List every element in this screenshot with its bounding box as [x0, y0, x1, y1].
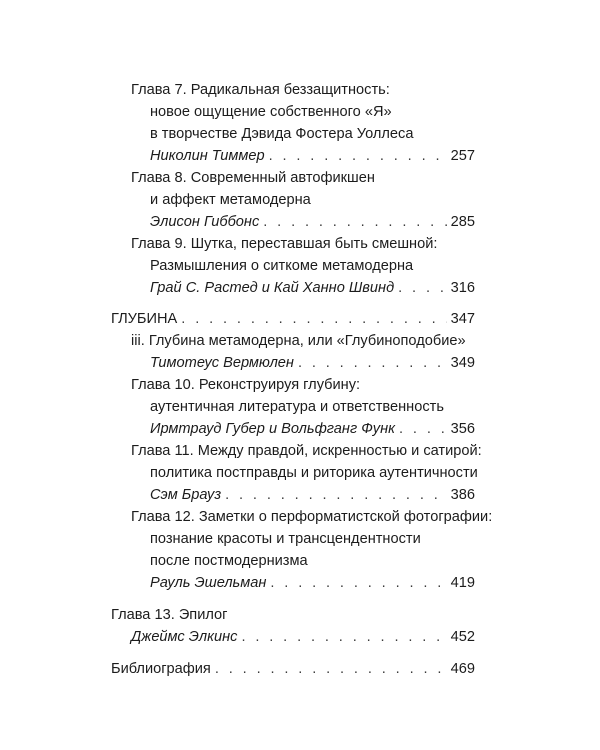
toc-ch8-title-line-1: Глава 8. Современный автофикшен [131, 170, 375, 186]
toc-ch11-title-line-2: политика постправды и риторика аутентичности [150, 465, 478, 481]
toc-entry-ch7 [150, 146, 475, 166]
toc-ch10-page: 356 [450, 421, 475, 437]
toc-entry-bibliography [111, 659, 475, 679]
toc-entry-ch13 [131, 627, 475, 647]
toc-bibliography-title: Библиография [111, 661, 211, 677]
toc-leader-dots [215, 659, 447, 679]
toc-ch9-page: 316 [450, 280, 475, 296]
toc-leader-dots [269, 146, 447, 166]
toc-ch9-title-line-1: Глава 9. Шутка, переставшая быть смешной: [131, 236, 438, 252]
toc-ch13-author: Джеймс Элкинс [131, 629, 238, 645]
toc-ch11-title-line-1: Глава 11. Между правдой, искренностью и сатирой: [131, 443, 482, 459]
toc-depth-title: ГЛУБИНА [111, 311, 178, 327]
toc-iii-author: Тимотеус Вермюлен [150, 355, 294, 371]
toc-leader-dots [263, 212, 446, 232]
toc-ch12-page: 419 [450, 575, 475, 591]
toc-leader-dots [298, 353, 447, 373]
toc-ch10-author: Ирмтрауд Губер и Вольфганг Функ [150, 421, 396, 437]
toc-entry-ch8 [150, 212, 475, 232]
toc-ch7-title-line-2: новое ощущение собственного «Я» [150, 104, 392, 120]
toc-ch7-title-line-1: Глава 7. Радикальная беззащитность: [131, 82, 390, 98]
toc-leader-dots [398, 278, 447, 298]
toc-ch10-title-line-1: Глава 10. Реконструируя глубину: [131, 377, 361, 393]
toc-leader-dots [399, 419, 447, 439]
toc-entry-depth [111, 309, 475, 329]
toc-ch12-title-line-2: познание красоты и трансцендентности [150, 531, 421, 547]
toc-entry-ch10 [150, 419, 475, 439]
toc-entry-ch9 [150, 278, 475, 298]
toc-ch12-title-line-3: после постмодернизма [150, 553, 308, 569]
toc-leader-dots [225, 485, 447, 505]
toc-entry-ch11 [150, 485, 475, 505]
toc-ch8-title-line-2: и аффект метамодерна [150, 192, 311, 208]
toc-iii-page: 349 [450, 355, 475, 371]
toc-ch9-author: Грай С. Растед и Кай Ханно Швинд [150, 280, 395, 296]
toc-ch8-page: 285 [450, 214, 475, 230]
toc-bibliography-page: 469 [450, 661, 475, 677]
toc-iii-title-line-1: iii. Глубина метамодерна, или «Глубиноподобие» [131, 333, 466, 349]
toc-entry-ch12 [150, 573, 475, 593]
toc-ch13-page: 452 [450, 629, 475, 645]
toc-depth-page: 347 [450, 311, 475, 327]
toc-ch13-title-line-1: Глава 13. Эпилог [111, 607, 228, 623]
toc-ch10-title-line-2: аутентичная литература и ответственность [150, 399, 444, 415]
toc-entry-iii [150, 353, 475, 373]
toc-leader-dots [181, 309, 446, 329]
toc-leader-dots [241, 627, 446, 647]
toc-ch12-title-line-1: Глава 12. Заметки о перформатистской фотографии: [131, 509, 493, 525]
toc-leader-dots [270, 573, 446, 593]
toc-ch11-author: Сэм Брауз [150, 487, 222, 503]
toc-ch7-title-line-3: в творчестве Дэвида Фостера Уоллеса [150, 126, 414, 142]
toc-ch12-author: Рауль Эшельман [150, 575, 267, 591]
toc-ch11-page: 386 [450, 487, 475, 503]
toc-ch9-title-line-2: Размышления о ситкоме метамодерна [150, 258, 414, 274]
toc-ch7-author: Николин Тиммер [150, 148, 265, 164]
toc-ch7-page: 257 [450, 148, 475, 164]
toc-ch8-author: Элисон Гиббонс [150, 214, 260, 230]
